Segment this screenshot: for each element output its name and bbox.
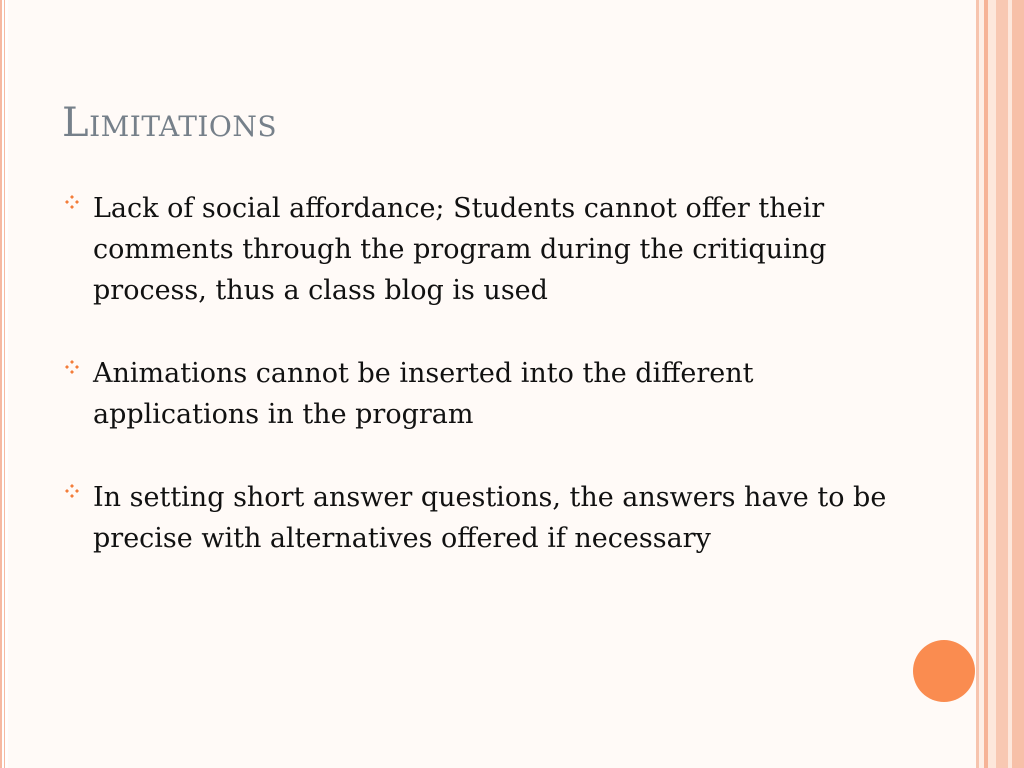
- orange-circle-decoration: [913, 640, 975, 702]
- bullet-item: [62, 188, 892, 311]
- bullet-list: [62, 188, 892, 601]
- bullet-text: In setting short answer questions, the answers have to be precise with alternatives offered if necessary: [93, 482, 887, 554]
- bullet-item: [62, 477, 892, 559]
- left-border-line: [0, 0, 2, 768]
- diamond-bullet-icon: [64, 483, 80, 499]
- right-stripe: [988, 0, 996, 768]
- bullet-item: [62, 353, 892, 435]
- left-border-line: [4, 0, 5, 768]
- right-stripe: [996, 0, 1008, 768]
- slide-title: Limitations: [62, 100, 278, 146]
- bullet-text: Animations cannot be inserted into the different applications in the program: [93, 358, 754, 430]
- right-stripe: [1012, 0, 1024, 768]
- bullet-text: Lack of social affordance; Students cannot offer their comments through the program during the critiquing process, thus a class blog is used: [93, 193, 827, 306]
- diamond-bullet-icon: [64, 194, 80, 210]
- diamond-bullet-icon: [64, 359, 80, 375]
